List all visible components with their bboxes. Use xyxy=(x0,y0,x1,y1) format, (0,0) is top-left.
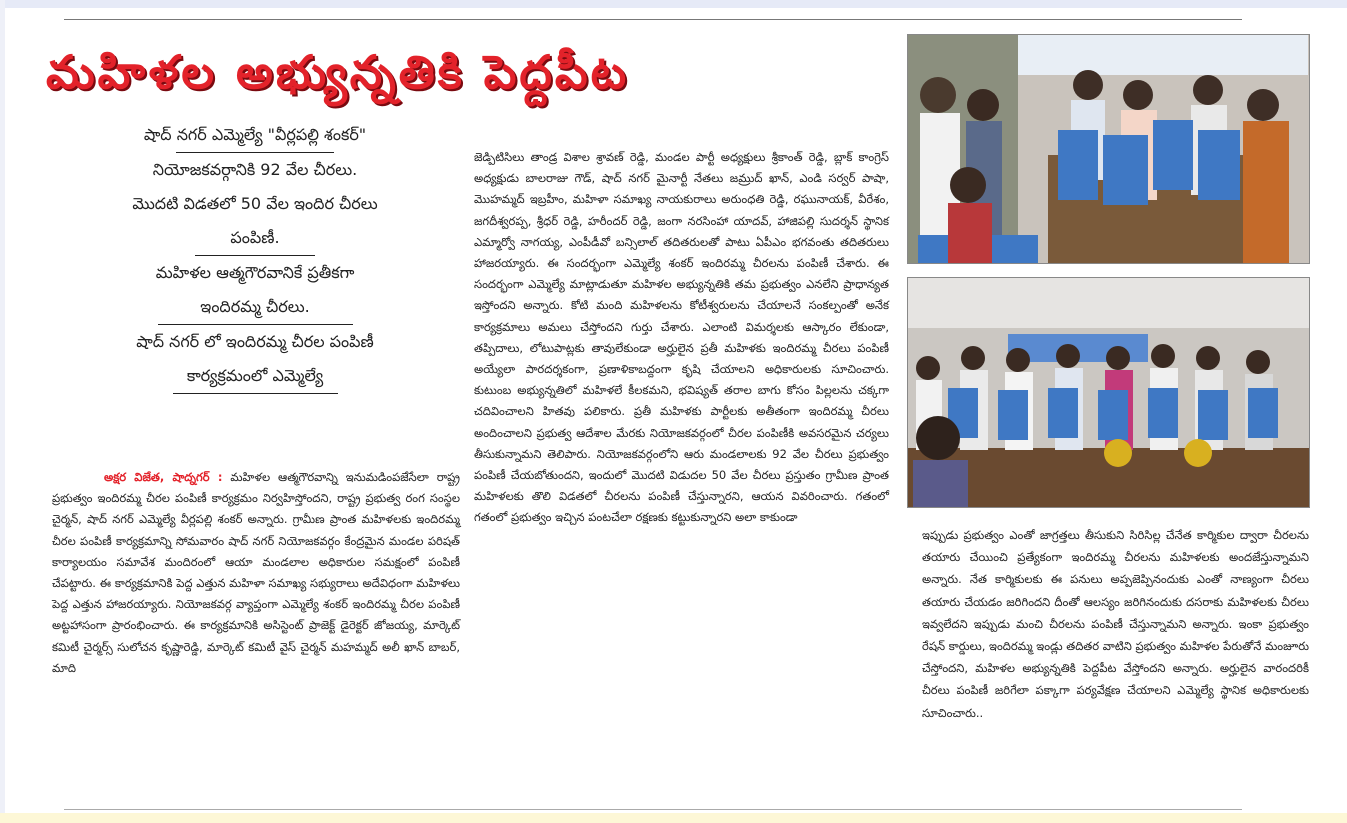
left-edge xyxy=(0,0,5,823)
top-band xyxy=(0,0,1347,8)
subheading-line: ఇందిరమ్మ చీరలు. xyxy=(200,297,310,316)
subheadings xyxy=(52,118,458,394)
subheading-rule xyxy=(173,393,338,394)
top-divider xyxy=(64,19,1242,20)
bottom-band xyxy=(0,813,1347,823)
bottom-divider xyxy=(64,809,1242,810)
subheading-line: మొదటి విడతలో 50 వేల ఇందిర చీరలు xyxy=(132,194,378,213)
subheading-line: షాద్ నగర్ లో ఇందిరమ్మ చీరల పంపిణీ xyxy=(136,332,374,351)
subheading-line: నియోజకవర్గానికి 92 వేల చీరలు. xyxy=(152,160,358,179)
photo-illustration xyxy=(908,35,1309,263)
article-body-column-1 xyxy=(52,467,460,679)
article-headline: మహిళల అభ్యున్నతికి పెద్దపీట xyxy=(46,45,630,99)
subheading-line: పంపిణీ. xyxy=(230,228,280,247)
photo-illustration xyxy=(908,278,1309,507)
event-photo-2 xyxy=(907,277,1310,508)
subheading-line: మహిళల ఆత్మగౌరవానికే ప్రతీకగా xyxy=(155,263,355,282)
event-photo-1 xyxy=(907,34,1310,264)
article-body-column-3: ఇప్పుడు ప్రభుత్వం ఎంతో జాగ్రత్తలు తీసుకుని సిరిసిల్ల చేనేత కార్మికుల ద్వారా చీరలను తయారు చేయించి ప్రత్యేకంగా ఇందిరమ్మ చీరలను మహిళలకు అందజేస్తున్నామని అన్నారు. నేత కార్మికులకు ఈ పనులు అప్పజెప్పినందుకు ఎంతో నాణ్యంగా చీరలు తయారు చేయడం జరిగిందని దీంతో ఆలస్యం జరిగినందుకు దసరాకు మహిళలకు చీరలు ఇవ్వలేదని ఇప్పుడు మంచి చీరలను పంపిణీ చేస్తున్నామని అన్నారు. ఇంకా ప్రభుత్వం రేషన్ కార్డులు, ఇందిరమ్మ ఇండ్లు తదితర వాటిని ప్రభుత్వం మహిళల పేరుతోనే మంజూరు చేస్తోందని, మహిళల అభ్యున్నతికి పెద్దపీట వేస్తోందని అన్నారు. అర్హులైన వారందరికీ చీరలు పంపిణీ జరిగేలా పక్కాగా పర్యవేక్షణ చేయాలని ఎమ్మెల్యే స్థానిక అధికారులకు సూచించారు.. xyxy=(922,528,1309,720)
body-text: మహిళల ఆత్మగౌరవాన్ని ఇనుమడింపజేసేలా రాష్ట్ర ప్రభుత్వం ఇందిరమ్మ చీరల పంపిణీ కార్యక్రమం నిర్వహిస్తోందని, రాష్ట్ర ప్రభుత్వ రంగ సంస్థల చైర్మన్, షాద్ నగర్ ఎమ్మెల్యే వీర్లపల్లి శంకర్ అన్నారు. గ్రామీణ ప్రాంత మహిళలకు ఇందిరమ్మ చీరల పంపిణీ కార్యక్రమాన్ని సోమవారం షాద్ నగర్ నియోజకవర్గం కేంద్రమైన మండల పరిషత్ కార్యాలయం సమావేశ మందిరంలో ఆయా మండలాల అధికారుల సమక్షంలో పంపిణీ చేపట్టారు. ఈ కార్యక్రమానికి పెద్ద ఎత్తున మహిళా సమాఖ్య సభ్యురాలు అదేవిధంగా మహిళలు పెద్ద ఎత్తున హాజరయ్యారు. నియోజకవర్గ వ్యాప్తంగా ఎమ్మెల్యే శంకర్ ఇందిరమ్మ చీరల పంపిణీ అట్టహాసంగా ప్రారంభించారు. ఈ కార్యక్రమానికి అసిస్టెంట్ ప్రాజెక్ట్ డైరెక్టర్ జోజయ్య, మార్కెట్ కమిటీ చైర్మర్స్ సులోచన కృష్ణారెడ్డి, మార్కెట్ కమిటీ వైస్ చైర్మన్ మహమ్మద్ అలీ ఖాన్ బాబర్, మాది xyxy=(52,470,460,675)
article-body-column-2: జెడ్పిటిసిలు తాండ్ర విశాల శ్రావణ్ రెడ్డి, మండల పార్టీ అధ్యక్షులు శ్రీకాంత్ రెడ్డి, బ్లాక్ కాంగ్రెస్ అధ్యక్షుడు బాలరాజు గౌడ్, షాద్ నగర్ మైనార్టీ నేతలు జమ్రుద్ ఖాన్, ఎండి సర్వర్ పాషా, మొహమ్మద్ ఇబ్రహీం, మహిళా సమాఖ్య నాయకురాలు అరుంధతి రెడ్డి, రఘునాయక్, వీరేశం, జగదీశ్వరప్ప, శ్రీధర్ రెడ్డి, హరీందర్ రెడ్డి, జంగా నరసింహా యాదవ్, హాజిపల్లి సుదర్శన్ స్థానిక ఎమ్మార్వో నాగయ్య, ఎంపీడీవో బన్సిలాల్ తదితరులతో పాటు ఏపీఎం భగవంతు తదితరులు హాజరయ్యారు. ఈ సందర్భంగా ఎమ్మెల్యే శంకర్ ఇందిరమ్మ చీరలను పంపిణీ చేశారు. ఈ సందర్భంగా ఎమ్మెల్యే మాట్లాడుతూ మహిళల అభ్యున్నతికి తమ ప్రభుత్వం ఎనలేని ప్రాధాన్యత ఇస్తోందని అన్నారు. కోటి మంది మహిళలను కోటీశ్వరులను చేయాలనే సంకల్పంతో అనేక కార్యక్రమాలు అమలు చేస్తోందని గుర్తు చేశారు. ఎలాంటి విమర్శలకు ఆస్కారం లేకుండా, తప్పిదాలు, లోటుపాట్లకు తావులేకుండా అర్హులైన ప్రతీ మహిళకు ఇందిరమ్మ చీరలు పంపిణీ అయ్యేలా పారదర్శకంగా, ప్రణాళికాబద్దంగా కృషి చేయాలని అధికారులకు సూచించారు. కుటుంబ అభ్యున్నతిలో మహిళలే కీలకమని, భవిష్యత్ తరాల బాగు కోసం పిల్లలను చక్కగా చదివించాలని హితవు పలికారు. ప్రతీ మహిళకు పార్టీలకు అతీతంగా ఇందిరమ్మ చీరలు అందించాలని ప్రభుత్వ ఆదేశాల మేరకు నియోజకవర్గంలో చీరల పంపిణీకి అవసరమైన చర్యలు తీసుకున్నామని తెలిపారు. నియోజకవర్గంలోని ఆరు మండలాలకు 92 వేల చీరలు ప్రభుత్వం పంపిణీ చేయబోతుందని, ఇందులో మొదటి విడుదల 50 వేల చీరలు ప్రస్తుతం గ్రామీణ ప్రాంత మహిళలకు తొలి విడతలో చీరలను పంపిణీ చేస్తున్నారని, ఆయన వివరించారు. గతంలో గతంలో ప్రభుత్వం ఇచ్చిన పంటచేలా రక్షణకు కట్టుకున్నారని అలా కాకుండా xyxy=(474,150,889,525)
byline: అక్షర విజేత, షాద్నగర్ : xyxy=(104,470,223,484)
subheading-line: కార్యక్రమంలో ఎమ్మెల్యే xyxy=(186,366,324,385)
subheading-line: షాద్ నగర్ ఎమ్మెల్యే "వీర్లపల్లి శంకర్" xyxy=(143,125,367,144)
